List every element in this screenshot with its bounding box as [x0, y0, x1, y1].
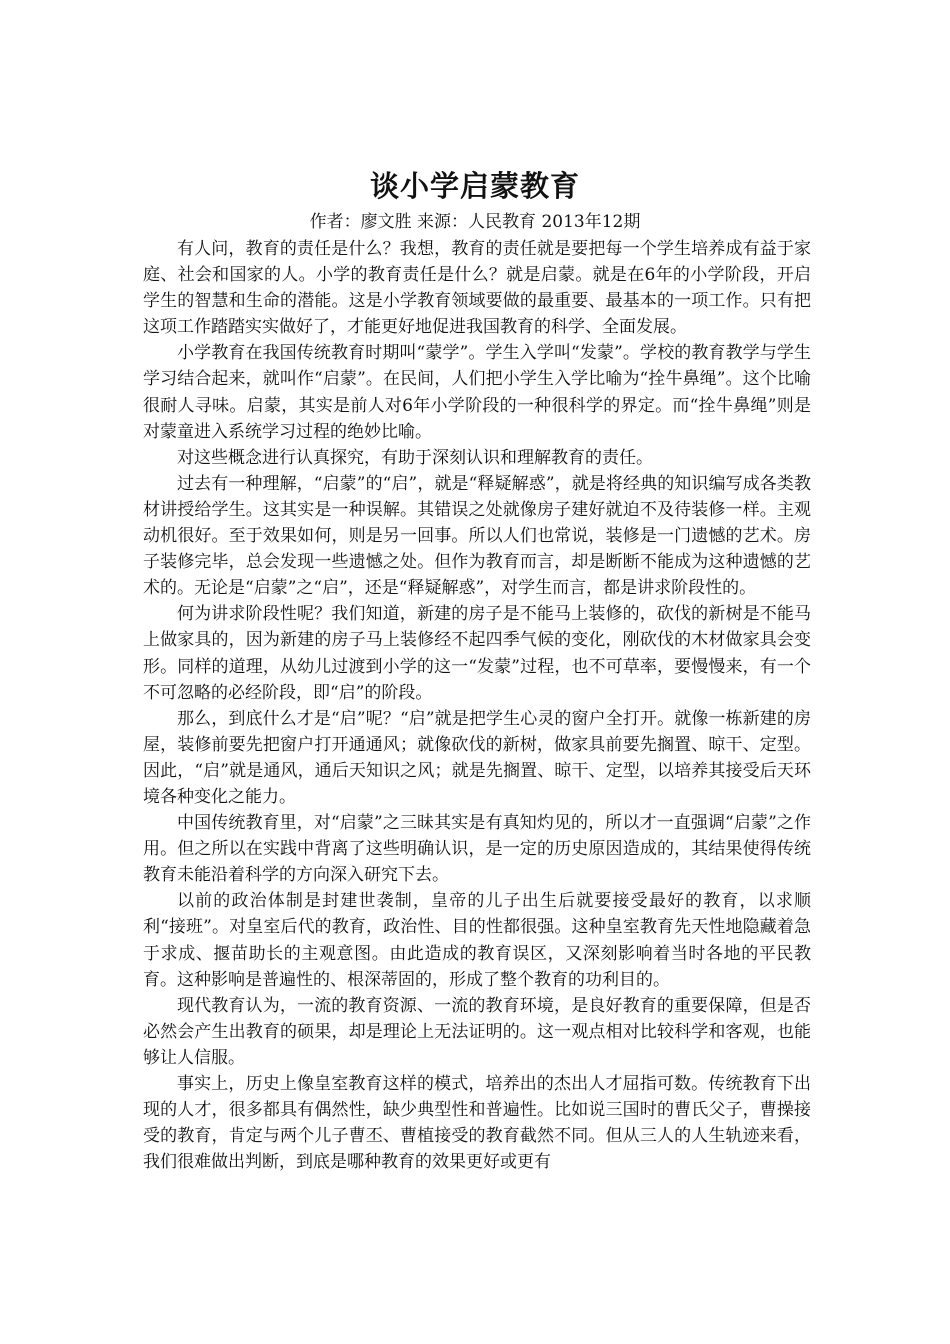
- body-paragraph: 过去有一种理解，“启蒙”的“启”，就是“释疑解惑”，就是将经典的知识编写成各类教材讲授给学生。这其实是一种误解。其错误之处就像房子建好就迫不及待装修一样。主观动机很好。至于效果如何，则是另一回事。所以人们也常说，装修是一门遗憾的艺术。房子装修完毕，总会发现一些遗憾之处。但作为教育而言，却是断断不能成为这种遗憾的艺术的。无论是“启蒙”之“启”，还是“释疑解惑”，对学生而言，都是讲求阶段性的。: [143, 473, 811, 599]
- body-paragraph: 以前的政治体制是封建世袭制，皇帝的儿子出生后就要接受最好的教育，以求顺利“接班”。对皇室后代的教育，政治性、目的性都很强。这种皇室教育先天性地隐藏着急于求成、揠苗助长的主观意图。由此造成的教育误区，又深刻影响着当时各地的平民教育。这种影响是普遍性的、根深蒂固的，形成了整个教育的功利目的。: [143, 891, 811, 990]
- document-body: [143, 236, 811, 1175]
- body-paragraph: 中国传统教育里，对“启蒙”之三昧其实是有真知灼见的，所以才一直强调“启蒙”之作用。但之所以在实践中背离了这些明确认识，是一定的历史原因造成的，其结果使得传统教育未能沿着科学的方向深入研究下去。: [143, 813, 811, 886]
- document-title: 谈小学启蒙教育: [369, 169, 580, 203]
- body-paragraph: 那么，到底什么才是“启”呢？“启”就是把学生心灵的窗户全打开。就像一栋新建的房屋，装修前要先把窗户打开通通风；就像砍伐的新树，做家具前要先搁置、晾干、定型。因此，“启”就是通风，通后天知识之风；就是先搁置、晾干、定型，以培养其接受后天环境各种变化之能力。: [143, 708, 811, 807]
- document-byline: 作者：廖文胜 来源：人民教育 2013年12期: [309, 212, 641, 232]
- body-paragraph: 现代教育认为，一流的教育资源、一流的教育环境，是良好教育的重要保障，但是否必然会产生出教育的硕果，却是理论上无法证明的。这一观点相对比较科学和客观，也能够让人信服。: [143, 995, 811, 1068]
- body-paragraph: 事实上，历史上像皇室教育这样的模式，培养出的杰出人才屈指可数。传统教育下出现的人才，很多都具有偶然性，缺少典型性和普遍性。比如说三国时的曹氏父子，曹操接受的教育，肯定与两个儿子曹丕、曹植接受的教育截然不同。但从三人的人生轨迹来看，我们很难做出判断，到底是哪种教育的效果更好或更有: [143, 1074, 811, 1173]
- body-paragraph: 对这些概念进行认真探究，有助于深刻认识和理解教育的责任。: [177, 447, 653, 468]
- body-paragraph: 小学教育在我国传统教育时期叫“蒙学”。学生入学叫“发蒙”。学校的教育教学与学生学习结合起来，就叫作“启蒙”。在民间，人们把小学生入学比喻为“拴牛鼻绳”。这个比喻很耐人寻味。启蒙，其实是前人对6年小学阶段的一种很科学的界定。而“拴牛鼻绳”则是对蒙童进入系统学习过程的绝妙比喻。: [143, 343, 811, 442]
- body-paragraph: 何为讲求阶段性呢？我们知道，新建的房子是不能马上装修的，砍伐的新树是不能马上做家具的，因为新建的房子马上装修经不起四季气候的变化，刚砍伐的木材做家具会变形。同样的道理，从幼儿过渡到小学的这一“发蒙”过程，也不可草率，要慢慢来，有一个不可忽略的必经阶段，即“启”的阶段。: [143, 604, 811, 703]
- body-paragraph: 有人问，教育的责任是什么？我想，教育的责任就是要把每一个学生培养成有益于家庭、社会和国家的人。小学的教育责任是什么？就是启蒙。就是在6年的小学阶段，开启学生的智慧和生命的潜能。这是小学教育领域要做的最重要、最基本的一项工作。只有把这项工作踏踏实实做好了，才能更好地促进我国教育的科学、全面发展。: [143, 239, 811, 338]
